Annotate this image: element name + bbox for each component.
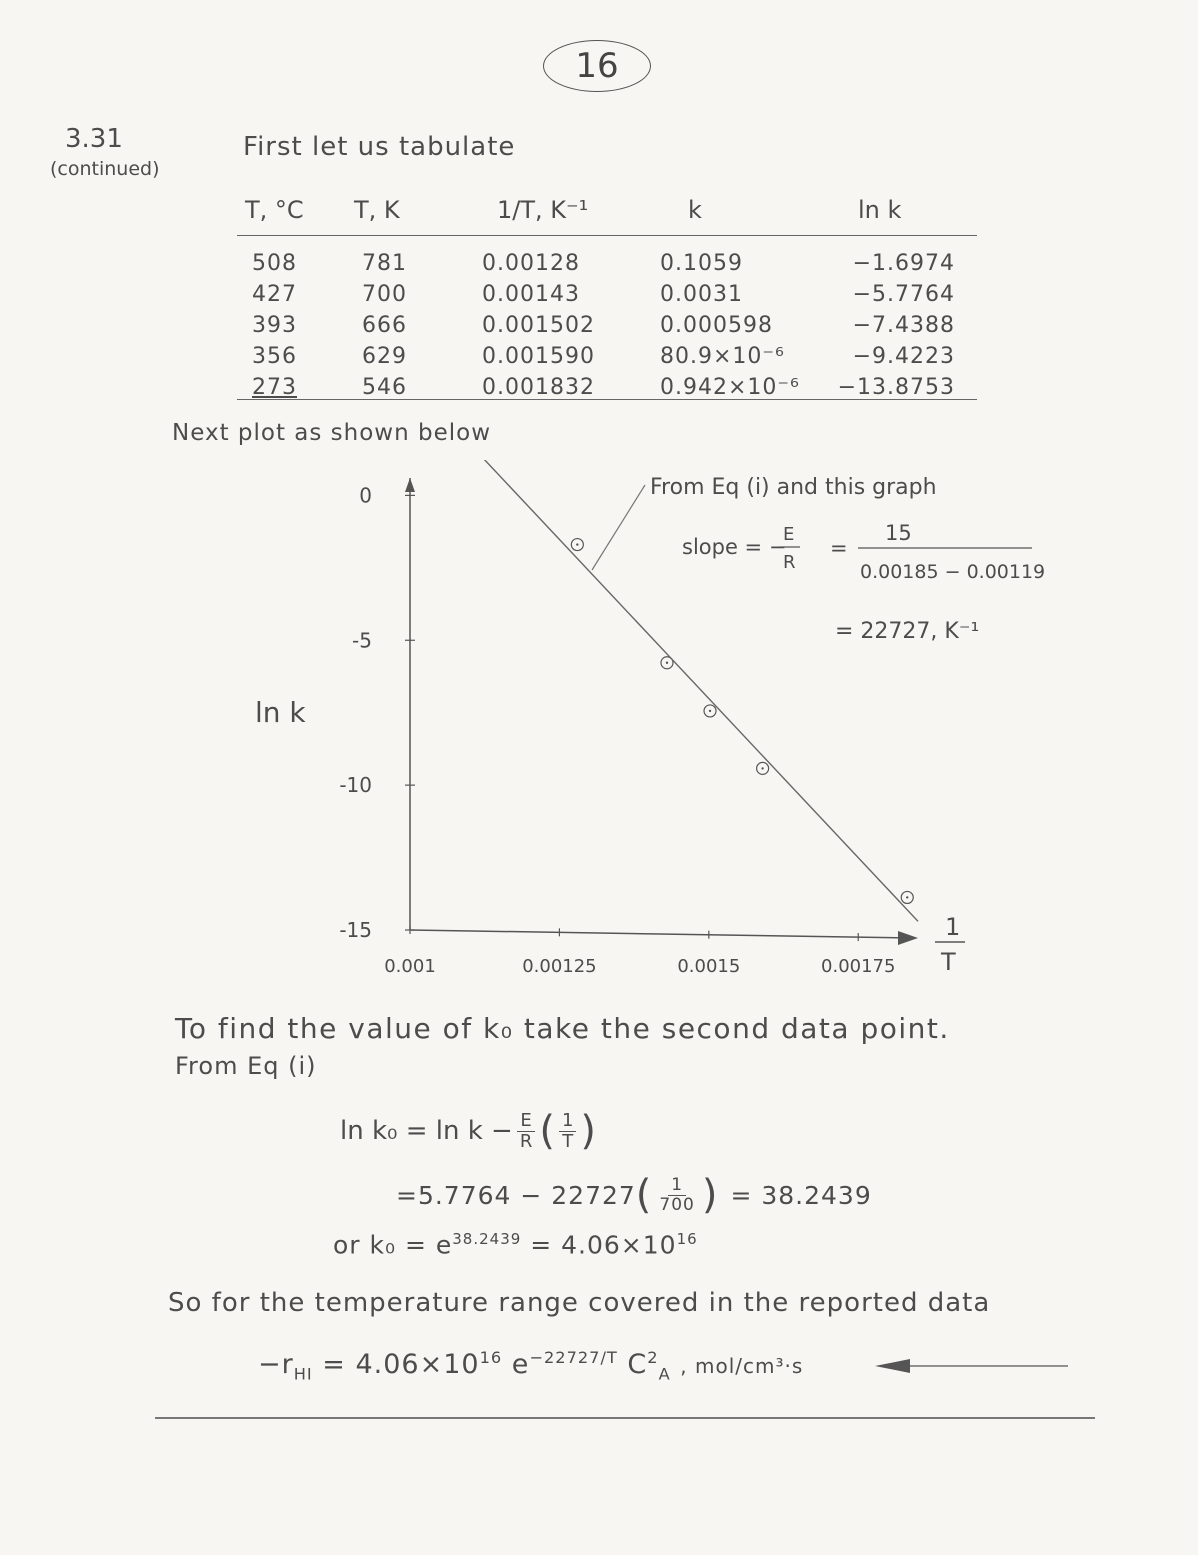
x-tick-label: 0.0015 <box>677 956 741 977</box>
final-rate-subscript: HI <box>293 1364 313 1384</box>
header-tk: T, K <box>354 196 400 224</box>
table-cell: −9.4223 <box>852 344 955 369</box>
slope-result: = 22727, K⁻¹ <box>835 619 980 644</box>
eq3-result-exponent: 16 <box>676 1230 698 1248</box>
col-invT <box>482 248 595 403</box>
eq2-result: = 38.2439 <box>730 1180 872 1210</box>
y-axis-arrowhead <box>405 478 415 492</box>
header-k: k <box>688 196 702 224</box>
y-tick-label: -10 <box>339 773 372 798</box>
col-tc <box>252 248 297 403</box>
equation-substitution <box>396 1172 872 1218</box>
col-tk <box>362 248 407 403</box>
table-cell: 0.000598 <box>660 313 773 338</box>
slope-denominator: 0.00185 − 0.00119 <box>860 561 1046 583</box>
page-number: 16 <box>543 40 651 92</box>
result-arrow-head <box>875 1359 910 1373</box>
table-cell: 0.1059 <box>660 251 743 276</box>
eq2-one-over-700 <box>656 1176 697 1214</box>
next-plot-text: Next plot as shown below <box>172 420 492 446</box>
x-axis-arrowhead <box>898 931 918 945</box>
equation-k0-value <box>333 1230 698 1259</box>
data-point-center <box>761 767 763 769</box>
data-point-center <box>906 896 908 898</box>
eq2-one: 1 <box>668 1176 686 1196</box>
x-tick-label: 0.00125 <box>522 956 597 977</box>
equation-ln-k0 <box>340 1108 596 1154</box>
final-coefficient-exponent: 16 <box>479 1348 503 1367</box>
final-rate: −r <box>258 1349 294 1380</box>
table-cell: 700 <box>362 282 407 307</box>
eq2-lhs: =5.7764 − 22727 <box>396 1180 636 1210</box>
data-point-center <box>709 710 711 712</box>
table-cell: −1.6974 <box>852 251 955 276</box>
table-cell: 356 <box>252 344 297 369</box>
problem-continued: (continued) <box>50 158 160 180</box>
data-point-center <box>576 543 578 545</box>
col-k <box>660 248 800 403</box>
annotation-text: From Eq (i) and this graph <box>650 475 937 500</box>
eq3-exponent: 38.2439 <box>452 1230 522 1248</box>
result-arrow <box>870 1356 1070 1376</box>
table-cell: 393 <box>252 313 297 338</box>
final-e-exponent: −22727/T <box>529 1348 618 1367</box>
y-tick-label: -15 <box>339 918 372 942</box>
table-cell: 0.00143 <box>482 282 580 307</box>
table-cell: 0.0031 <box>660 282 743 307</box>
table-top-rule <box>237 235 977 236</box>
table-cell: 273 <box>252 375 297 400</box>
find-k0-text: To find the value of k₀ take the second data point. <box>175 1012 950 1045</box>
final-units: , mol/cm³·s <box>680 1354 804 1378</box>
eq1-one-over-t <box>559 1111 576 1152</box>
eq1-e: E <box>517 1111 534 1132</box>
ln-k-vs-inverse-t-chart <box>0 460 1198 1060</box>
table-cell: 0.942×10⁻⁶ <box>660 375 800 400</box>
eq2-open-paren: ( <box>635 1172 653 1218</box>
table-cell: 0.00128 <box>482 251 580 276</box>
slope-equals: = <box>830 536 848 560</box>
eq3-lhs: or k₀ = e <box>333 1230 453 1260</box>
x-tick-label: 0.001 <box>384 956 436 977</box>
header-lnk: ln k <box>858 196 902 224</box>
table-cell: −13.8753 <box>837 375 955 400</box>
slope-label: slope = − <box>682 535 787 559</box>
table-cell: −5.7764 <box>852 282 955 307</box>
eq1-lhs: ln k₀ = ln k − <box>340 1116 513 1146</box>
table-cell: 0.001832 <box>482 375 595 400</box>
x-axis-label-denominator: T <box>941 948 956 976</box>
table-cell: −7.4388 <box>852 313 955 338</box>
x-axis-line <box>410 930 914 938</box>
eq1-one: 1 <box>559 1111 576 1132</box>
slope-e: E <box>783 524 795 545</box>
x-tick-label: 0.00175 <box>821 956 896 977</box>
annotation-leader-line <box>592 485 645 570</box>
table-cell: 546 <box>362 375 407 400</box>
eq1-r: R <box>519 1130 533 1152</box>
eq3-result: = 4.06×10 <box>530 1230 677 1260</box>
problem-number: 3.31 <box>65 124 123 154</box>
eq2-close-paren: ) <box>701 1172 719 1218</box>
chart-points <box>571 539 913 904</box>
temperature-range-text: So for the temperature range covered in the reported data <box>168 1288 991 1318</box>
y-tick-label: -5 <box>352 628 372 653</box>
y-tick-label: 0 <box>359 483 372 508</box>
final-concentration-subscript: A <box>658 1364 671 1384</box>
final-e: e <box>511 1349 530 1380</box>
eq1-t: T <box>562 1130 574 1152</box>
eq2-700: 700 <box>659 1194 695 1215</box>
final-concentration: C <box>627 1349 648 1380</box>
col-lnk <box>820 248 955 403</box>
slope-r: R <box>783 552 796 573</box>
table-cell: 427 <box>252 282 297 307</box>
table-cell: 629 <box>362 344 407 369</box>
eq1-open-paren: ( <box>539 1108 555 1154</box>
header-invT: 1/T, K⁻¹ <box>497 196 589 224</box>
bottom-rule <box>155 1417 1095 1419</box>
table-cell: 80.9×10⁻⁶ <box>660 344 785 369</box>
fit-line <box>454 460 918 921</box>
eq1-close-paren: ) <box>580 1108 597 1154</box>
intro-text: First let us tabulate <box>243 132 516 162</box>
header-tc: T, °C <box>245 196 304 224</box>
table-cell: 508 <box>252 251 297 276</box>
final-concentration-power: 2 <box>647 1348 659 1367</box>
chart-ticks <box>339 483 895 977</box>
table-bottom-rule <box>237 399 977 400</box>
table-cell: 781 <box>362 251 407 276</box>
data-point-center <box>666 662 668 664</box>
slope-numerator: 15 <box>885 521 912 545</box>
table-cell: 0.001502 <box>482 313 595 338</box>
final-coefficient: = 4.06×10 <box>322 1349 480 1380</box>
eq1-e-over-r <box>517 1111 536 1152</box>
x-axis-label-numerator: 1 <box>945 913 961 941</box>
y-axis-label: ln k <box>255 696 306 729</box>
final-rate-equation <box>258 1348 803 1383</box>
from-eq-text: From Eq (i) <box>175 1052 317 1080</box>
table-cell: 0.001590 <box>482 344 595 369</box>
table-cell: 666 <box>362 313 407 338</box>
